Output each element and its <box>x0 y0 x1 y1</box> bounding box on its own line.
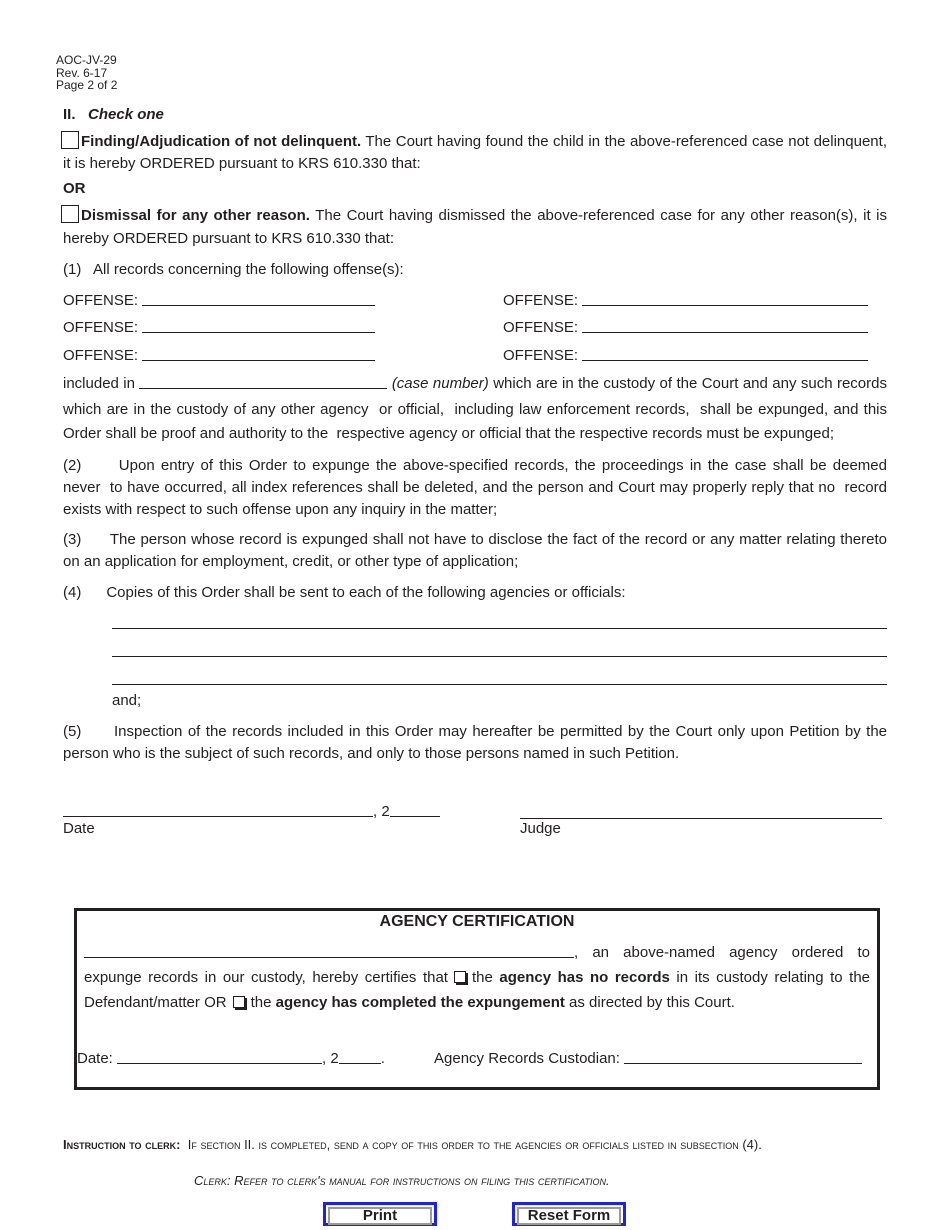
no-records-checkbox[interactable] <box>454 971 466 983</box>
agency-certification-box <box>74 908 880 1090</box>
included-in-line: included in (case number) which are in the custody of the Court and any such records <box>63 375 887 392</box>
date-signature-field[interactable]: , 2 <box>63 801 440 823</box>
clerk-note: Clerk: Refer to clerk's manual for instructions on filing this certification. <box>194 1173 610 1188</box>
case-number-field[interactable] <box>139 374 387 389</box>
option-dismissal: Dismissal for any other reason. The Court having dismissed the above-referenced case for any other reason(s), it is <box>61 205 887 227</box>
judge-label: Judge <box>520 820 561 837</box>
offense-field-4[interactable]: OFFENSE: <box>503 317 868 339</box>
form-number: AOC-JV-29 <box>56 53 117 67</box>
dismissal-checkbox[interactable] <box>61 205 79 223</box>
agency-line-3[interactable] <box>112 684 887 685</box>
agency-name-field[interactable] <box>84 943 574 958</box>
offense-field-5[interactable]: OFFENSE: <box>63 345 375 367</box>
completed-expungement-checkbox[interactable] <box>233 996 245 1008</box>
judge-signature-field[interactable] <box>520 818 882 819</box>
page-indicator: Page 2 of 2 <box>56 78 118 92</box>
date-label: Date <box>63 820 95 837</box>
item-5-line-2: person who is the subject of such records, and only to those persons named in such Petition. <box>63 745 680 762</box>
option-not-delinquent: Finding/Adjudication of not delinquent. The Court having found the child in the above-referenced case not delinquent, <box>61 131 887 153</box>
offense-field-1[interactable]: OFFENSE: <box>63 290 375 312</box>
print-button[interactable]: Print <box>323 1202 437 1226</box>
included-line-2: which are in the custody of any other agency or official, including law enforcement records, shall be expunged, and this <box>63 401 887 418</box>
agency-line-2[interactable] <box>112 656 887 657</box>
offense-field-2[interactable]: OFFENSE: <box>503 290 868 312</box>
item-4-and: and; <box>112 692 142 709</box>
item-3-line-2: on an application for employment, credit, or other type of application; <box>63 553 519 570</box>
option-not-delinquent-text: it is hereby ORDERED pursuant to KRS 610.330 that: <box>63 155 421 172</box>
option-dismissal-text: hereby ORDERED pursuant to KRS 610.330 that: <box>63 230 395 247</box>
section-heading: II. Check one <box>63 106 164 123</box>
not-delinquent-checkbox[interactable] <box>61 131 79 149</box>
item-2-line-3: exists with respect to such offense upon any inquiry in the matter; <box>63 501 498 518</box>
item-5: (5) Inspection of the records included in this Order may hereafter be permitted by the Court only upon Petition by the <box>63 723 888 740</box>
agency-custodian-field[interactable]: Agency Records Custodian: <box>434 1048 862 1070</box>
agency-line-2-text: expunge records in our custody, hereby certifies that the agency has no records in its custody relating to the <box>84 969 871 986</box>
item-2-line-2: never to have occurred, all index references shall be deleted, and the person and Court may properly reply that no record <box>63 479 887 496</box>
item-3: (3) The person whose record is expunged shall not have to disclose the fact of the record or any matter relating thereto <box>63 531 887 548</box>
offense-field-6[interactable]: OFFENSE: <box>503 345 868 367</box>
agency-certification-title: AGENCY CERTIFICATION <box>379 913 575 930</box>
included-line-3: Order shall be proof and authority to the respective agency or official that the respective records must be expunged; <box>63 425 834 442</box>
agency-line-3-text: Defendant/matter OR the agency has completed the expungement as directed by this Court. <box>84 994 735 1011</box>
agency-line-1-text: , an above-named agency ordered to <box>84 942 870 964</box>
offense-field-3[interactable]: OFFENSE: <box>63 317 375 339</box>
section-title: Check one <box>88 106 164 123</box>
reset-form-button[interactable]: Reset Form <box>512 1202 626 1226</box>
item-4: (4) Copies of this Order shall be sent to each of the following agencies or officials: <box>63 584 626 601</box>
form-revision: Rev. 6-17 <box>56 65 108 80</box>
agency-line-1[interactable] <box>112 628 887 629</box>
agency-date-field[interactable]: Date: , 2 . <box>77 1050 385 1067</box>
item-1-text: (1) All records concerning the following offense(s): <box>63 261 404 278</box>
or-label: OR <box>63 180 86 197</box>
item-2: (2) Upon entry of this Order to expunge the above-specified records, the proceedings in the case shall be deemed <box>63 457 887 474</box>
instruction-to-clerk: Instruction to clerk: If section II. is completed, send a copy of this order to the agencies or officials listed in subsection (4). <box>63 1137 762 1152</box>
form-header <box>56 54 117 92</box>
